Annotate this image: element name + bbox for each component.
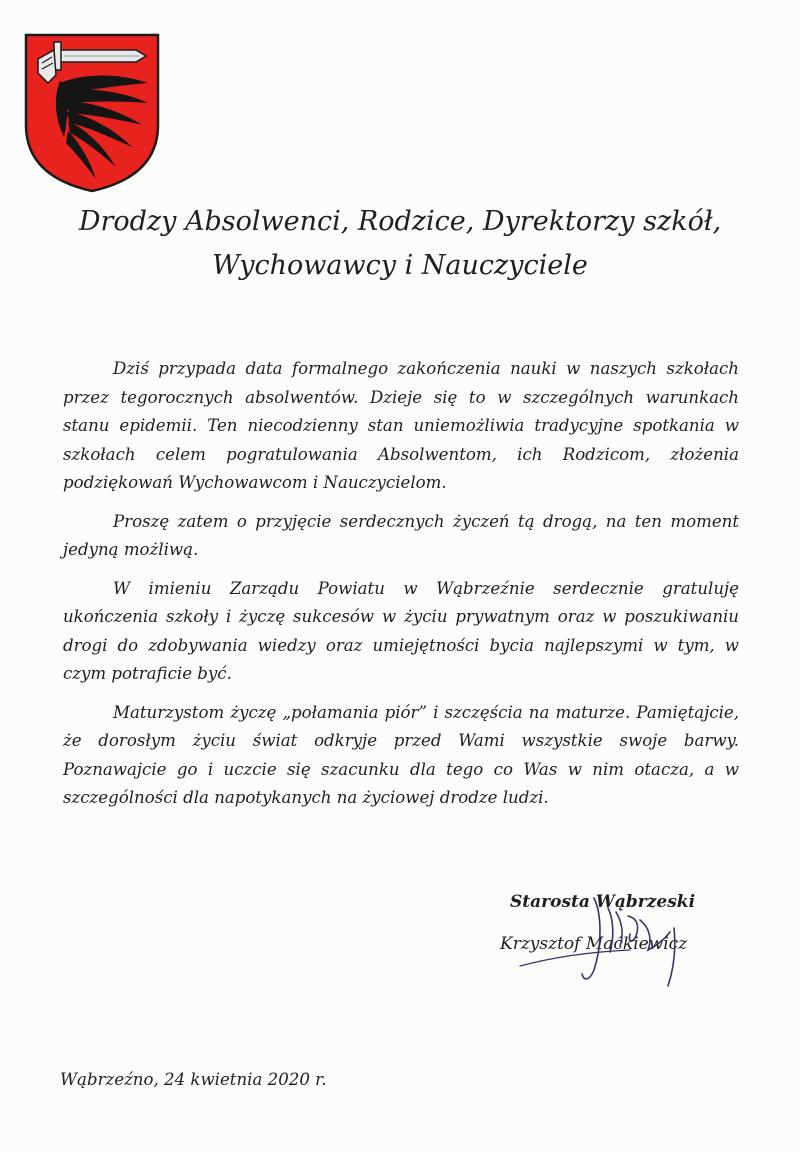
place-date: Wąbrzeźno, 24 kwietnia 2020 r. xyxy=(60,1070,327,1089)
title-line-1: Drodzy Absolwenci, Rodzice, Dyrektorzy szkół, xyxy=(78,206,722,237)
paragraph: Dziś przypada data formalnego zakończenia nauki w naszych szkołach przez tegorocznych absolwentów. Dzieje się to w szczególnych warunkach stanu epidemii. Ten niecodzienny stan uniemożliwia tradycyjne spotkania w szkołach celem pogratulowania Absolwentom, ich Rodzicom, złożenia podziękowań Wychowawcom i Nauczycielom. xyxy=(63,359,739,492)
signature-role: Starosta Wąbrzeski xyxy=(510,892,696,912)
letter-title xyxy=(40,200,760,288)
letter-body xyxy=(63,355,739,823)
paragraph: Proszę zatem o przyjęcie serdecznych życzeń tą drogą, na ten moment jedyną możliwą. xyxy=(63,511,739,559)
paragraph: W imieniu Zarządu Powiatu w Wąbrzeźnie serdecznie gratuluję ukończenia szkoły i życzę sukcesów w życiu prywatnym oraz w poszukiwaniu drogi do zdobywania wiedzy oraz umiejętności bycia najlepszymi w tym, w czym potraficie być. xyxy=(63,578,739,683)
handwritten-signature-icon xyxy=(490,888,750,988)
coat-of-arms-icon xyxy=(24,33,160,193)
signature-block xyxy=(490,888,750,988)
paragraph: Maturzystom życzę „połamania piór” i szczęścia na maturze. Pamiętajcie, że dorosłym życiu świat odkryje przed Wami wszystkie swoje barwy. Poznawajcie go i uczcie się szacunku dla tego co Was w nim otacza, a w szczególności dla napotykanych na życiowej drodze ludzi. xyxy=(63,702,739,807)
title-line-2: Wychowawcy i Nauczyciele xyxy=(212,250,588,281)
signature-name: Krzysztof Maćkiewicz xyxy=(500,934,688,954)
